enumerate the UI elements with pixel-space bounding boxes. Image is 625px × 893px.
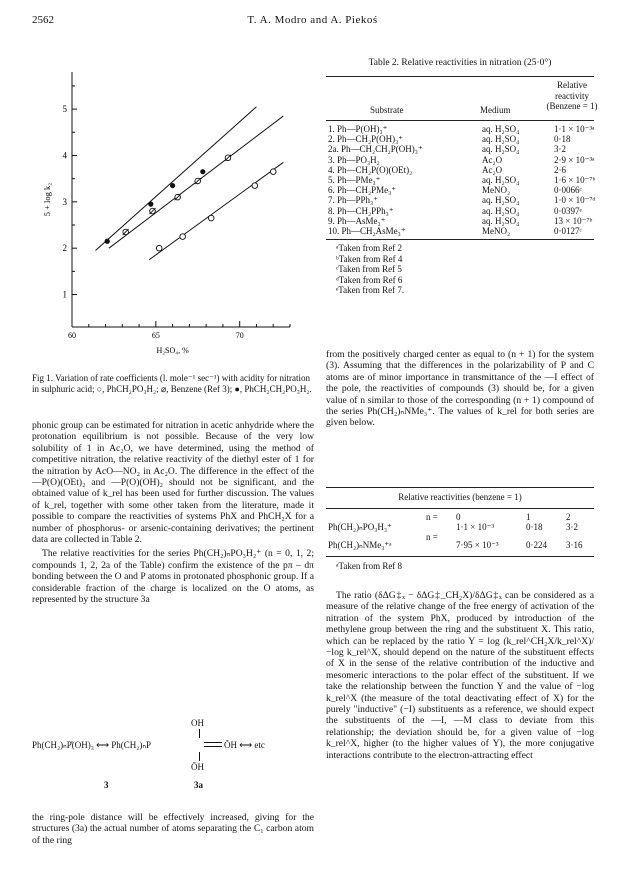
table2-footnotes	[336, 243, 404, 296]
table2-medium-cell: aq. H₂SO₄	[482, 195, 520, 206]
table2-row	[326, 226, 606, 236]
table2-row	[326, 185, 606, 195]
double-bond	[204, 742, 222, 747]
table2-substrate-cell: 10. Ph—CH₂AsMe₃⁺	[328, 226, 406, 237]
structure-right: ŌH ⟷ etc	[224, 740, 265, 750]
table2-reactivity-cell: 13 × 10⁻⁷ᵇ	[554, 215, 593, 226]
left-paragraph-1: phonic group can be estimated for nitration in acetic anhydride where the protonation equilibrium is not possible. Because of the very low solubility of 1 in Ac₂O, we have determined, using the method of competitive nitration, the relative reactivity of the diethyl ester of 1 for the nitration by AcO—NO₂ in Ac₂O. The difference in the effect of the —P(O)(OEt)₂ and —P(O)(OH)₂ should not be significant, and the obtained value of k_rel has been used for further discussion. The values of k_rel, together with some other taken from the literature, made it possible to compare the reactivities of systems PhX and PhCH₂X for a number of phosphorus- or arsenic-containing derivatives; the pertinent data are collected in Table 2.	[32, 420, 314, 546]
table2-reactivity-cell: 1·6 × 10⁻⁷ᵇ	[554, 175, 596, 186]
table2-substrate-cell: 6. Ph—CH₂PMe₃⁺	[328, 185, 397, 196]
data-point-open	[156, 245, 162, 251]
table3-n-value: 1	[526, 512, 531, 522]
table2-row	[326, 134, 606, 144]
table2-substrate-cell: 1. Ph—P(OH)₃⁺	[328, 124, 388, 134]
structure-label-3: 3	[104, 780, 109, 790]
table3-cell: 0·18	[526, 522, 543, 532]
table3-cell: 3·16	[566, 540, 583, 550]
table2-medium-cell: MeNO₂	[482, 185, 511, 196]
table2-header-rule	[326, 120, 594, 121]
table2-row	[326, 144, 606, 154]
table2-footnote: ᶜTaken from Ref 5	[336, 264, 402, 275]
table3-n-value: 2	[566, 512, 571, 522]
table2-row	[326, 195, 606, 205]
table2-reactivity-cell: 3·2	[554, 144, 566, 155]
table3-cell: 1·1 × 10⁻³	[456, 522, 495, 532]
table2-substrate-cell: 4. Ph—CH₂P(O)(OEt)₂	[328, 164, 413, 175]
table2-header-substrate: Substrate	[370, 105, 404, 115]
data-point-filled	[170, 183, 175, 188]
right-paragraph-2: The ratio (δΔG‡ₓ − δΔG‡_CH₂X)/δΔG‡ₓ can be considered as a measure of the relative change of the free energy of activation of the nitration of the system PhX, produced by introduction of the methylene group between the ring and the substituent X. This ratio, which can be replaced by the ratio Y = log (k_rel^CH₂X/k_rel^X)/−log k_rel^X, should depend on the nature of the substituent effects of X in the sense of the relative contribution of the inductive and mesomeric interactions to the polar effect of the substituent. If we take the relationship between the function Y and the value of −log k_rel^X (the measure of the total deactivating effect of X) for the purely "inductive" (−I) substituents as a reference, we should expect the substituents of the —I, —M class to deviate from this relationship; the deviation should be, for a given value of −log k_rel^X, higher (to the higher values of Y), the more conjugative interactions contribute to the electron-attracting effect	[326, 590, 594, 761]
table3-title: Relative reactivities (benzene = 1)	[398, 492, 522, 502]
table2-medium-cell: aq. H₂SO₄	[482, 175, 520, 186]
chemical-structure	[32, 718, 314, 790]
table3-row1-name: Ph(CH₂)ₙPO₃H₃⁺	[328, 522, 392, 532]
table3-n-value: 0	[456, 512, 461, 522]
table2-row	[326, 165, 606, 175]
table2-row	[326, 124, 606, 134]
table2-row	[326, 216, 606, 226]
table2-header-medium: Medium	[480, 105, 511, 115]
table2-substrate-cell: 2a. Ph—CH₂CH₂P(OH)₃⁺	[328, 144, 423, 155]
table2-reactivity-cell: 1·0 × 10⁻⁷ᵈ	[554, 195, 596, 206]
left-column-bottom	[32, 812, 314, 846]
data-point-open	[252, 183, 258, 189]
table2-footnote: ᵇTaken from Ref 4	[336, 253, 403, 264]
table2-medium-cell: Ac₂O	[482, 164, 503, 175]
y-tick-label: 2	[62, 243, 67, 254]
left-paragraph-3: the ring-pole distance will be effectively increased, giving for the structures (3a) the actual number of atoms separating the C₁ carbon atom of the ring	[32, 812, 314, 846]
structure-left: Ph(CH₂)ₙP̊(OH)₃ ⟷ Ph(CH₂)ₙP	[32, 740, 151, 750]
data-point-filled	[105, 239, 110, 244]
structure-oh-bottom: ŌH	[191, 762, 204, 772]
x-tick-label: 65	[151, 331, 160, 340]
table2-row	[326, 175, 606, 185]
table2-title: Table 2. Relative reactivities in nitration (25·0°)	[368, 58, 552, 68]
table2-medium-cell: aq. H₂SO₄	[482, 134, 520, 145]
table3-cell: 7·95 × 10⁻³	[456, 540, 499, 550]
x-tick-label: 60	[68, 331, 76, 340]
table3	[326, 512, 594, 552]
table3-n-label: n =	[426, 532, 438, 542]
structure-oh-top: OH	[191, 718, 204, 728]
table2-reactivity-cell: 2·6	[554, 164, 566, 175]
table3-footnote: ᵃTaken from Ref 8	[336, 561, 403, 571]
data-point-filled	[148, 202, 153, 207]
table2-medium-cell: aq. H₂SO₄	[482, 215, 520, 226]
table3-bottom-rule	[326, 556, 594, 557]
table2-reactivity-cell: 0·0066ᶜ	[554, 185, 582, 196]
table2-reactivity-cell: 2·9 × 10⁻³ᵃ	[554, 154, 595, 165]
bond-vertical-top	[199, 729, 200, 738]
table3-title-rule	[326, 508, 594, 509]
y-tick-label: 5	[62, 104, 67, 115]
table3-cell: 0·224	[526, 540, 547, 550]
page-number: 2562	[32, 14, 54, 26]
running-header: T. A. Modro and A. Piekoś	[247, 14, 378, 26]
table2-reactivity-cell: 0·18	[554, 134, 571, 145]
table2-footnote: ᵈTaken from Ref 6	[336, 274, 403, 285]
table2-top-rule	[326, 76, 594, 77]
table3-cell: 3·2	[566, 522, 578, 532]
x-tick-label: 70	[235, 331, 244, 340]
data-point-filled	[200, 169, 205, 174]
table2-substrate-cell: 7. Ph—PPh₃⁺	[328, 195, 378, 206]
table2-reactivity-cell: 0·0127ᶜ	[554, 226, 582, 237]
table2-footnote: ᵉTaken from Ref 7.	[336, 285, 405, 296]
data-point-open	[208, 215, 214, 221]
table3-row2-name: Ph(CH₂)ₙNMe₃⁺ᵃ	[328, 540, 392, 550]
table2-bottom-rule	[326, 239, 594, 240]
left-paragraph-2: The relative reactivities for the series Ph(CH₂)ₙPO₃H₂⁺ (n = 0, 1, 2; compounds 1, 2, 2a of the Table) confirm the existence of the pπ – dπ bonding between the O and P atoms in protonated phosphonic group. If a considerable fraction of the charge is localized on the O atoms, as represented by the structure 3a	[32, 548, 314, 606]
table2-substrate-cell: 2. Ph—CH₂P(OH)₃⁺	[328, 134, 404, 145]
fit-line	[95, 107, 256, 251]
table2-reactivity-cell: 1·1 × 10⁻³ᵃ	[554, 124, 595, 134]
right-paragraph-1: from the positively charged center as equal to (n + 1) for the system (3). Assuming that the differences in the polarizability of P and C atoms are of minor importance in transmittance of the —I effect of the pole, the reactivities of compounds (3) should be, for a given value of n similar to those of the corresponding (n + 1) compound of the series Ph(CH₂)ₙNMe₃⁺. The values of k_rel for both series are given below.	[326, 349, 594, 429]
table3-n-label: n =	[426, 512, 438, 522]
fit-line	[149, 162, 283, 259]
table2-footnote: ᵃTaken from Ref 2	[336, 243, 403, 253]
table2	[326, 124, 606, 236]
y-axis-label: 5 + log k₂	[42, 182, 52, 217]
x-axis-label: H₂SO₄, %	[156, 346, 189, 355]
table2-medium-cell: aq. H₂SO₄	[482, 205, 520, 216]
figure-caption: Fig 1. Variation of rate coefficients (l. mole⁻¹ sec⁻¹) with acidity for nitration in sulphuric acid; ○, PhCH₂PO₃H₂; ⌀, Benzene (Ref 3); ●, PhCH₂CH₂PO₃H₂.	[32, 373, 312, 394]
table2-substrate-cell: 3. Ph—PO₃H₂	[328, 154, 380, 165]
table2-medium-cell: aq. H₂SO₄	[482, 124, 520, 134]
left-column	[32, 420, 314, 606]
data-point-open	[180, 234, 186, 240]
bond-vertical-bottom	[199, 752, 200, 761]
y-tick-label: 1	[62, 289, 67, 300]
table2-medium-cell: Ac₂O	[482, 154, 503, 165]
table2-substrate-cell: 9. Ph—AsMe₃⁺	[328, 215, 386, 226]
table2-medium-cell: MeNO₂	[482, 226, 511, 237]
table2-medium-cell: aq. H₂SO₄	[482, 144, 520, 155]
data-point-open	[270, 169, 276, 175]
table2-reactivity-cell: 0·0397ᵉ	[554, 205, 582, 216]
figure-1	[40, 60, 310, 360]
structure-label-3a: 3a	[194, 780, 203, 790]
table3-top-rule	[326, 487, 594, 488]
y-tick-label: 3	[62, 196, 67, 207]
table2-row	[326, 155, 606, 165]
table2-substrate-cell: 8. Ph—CH₂PPh₃⁺	[328, 205, 394, 216]
y-tick-label: 4	[62, 150, 67, 161]
chart-plot	[40, 60, 310, 360]
table2-row	[326, 206, 606, 216]
table2-substrate-cell: 5. Ph—PMe₃⁺	[328, 175, 381, 186]
table2-header-relative: Relative reactivity (Benzene = 1)	[546, 80, 598, 111]
